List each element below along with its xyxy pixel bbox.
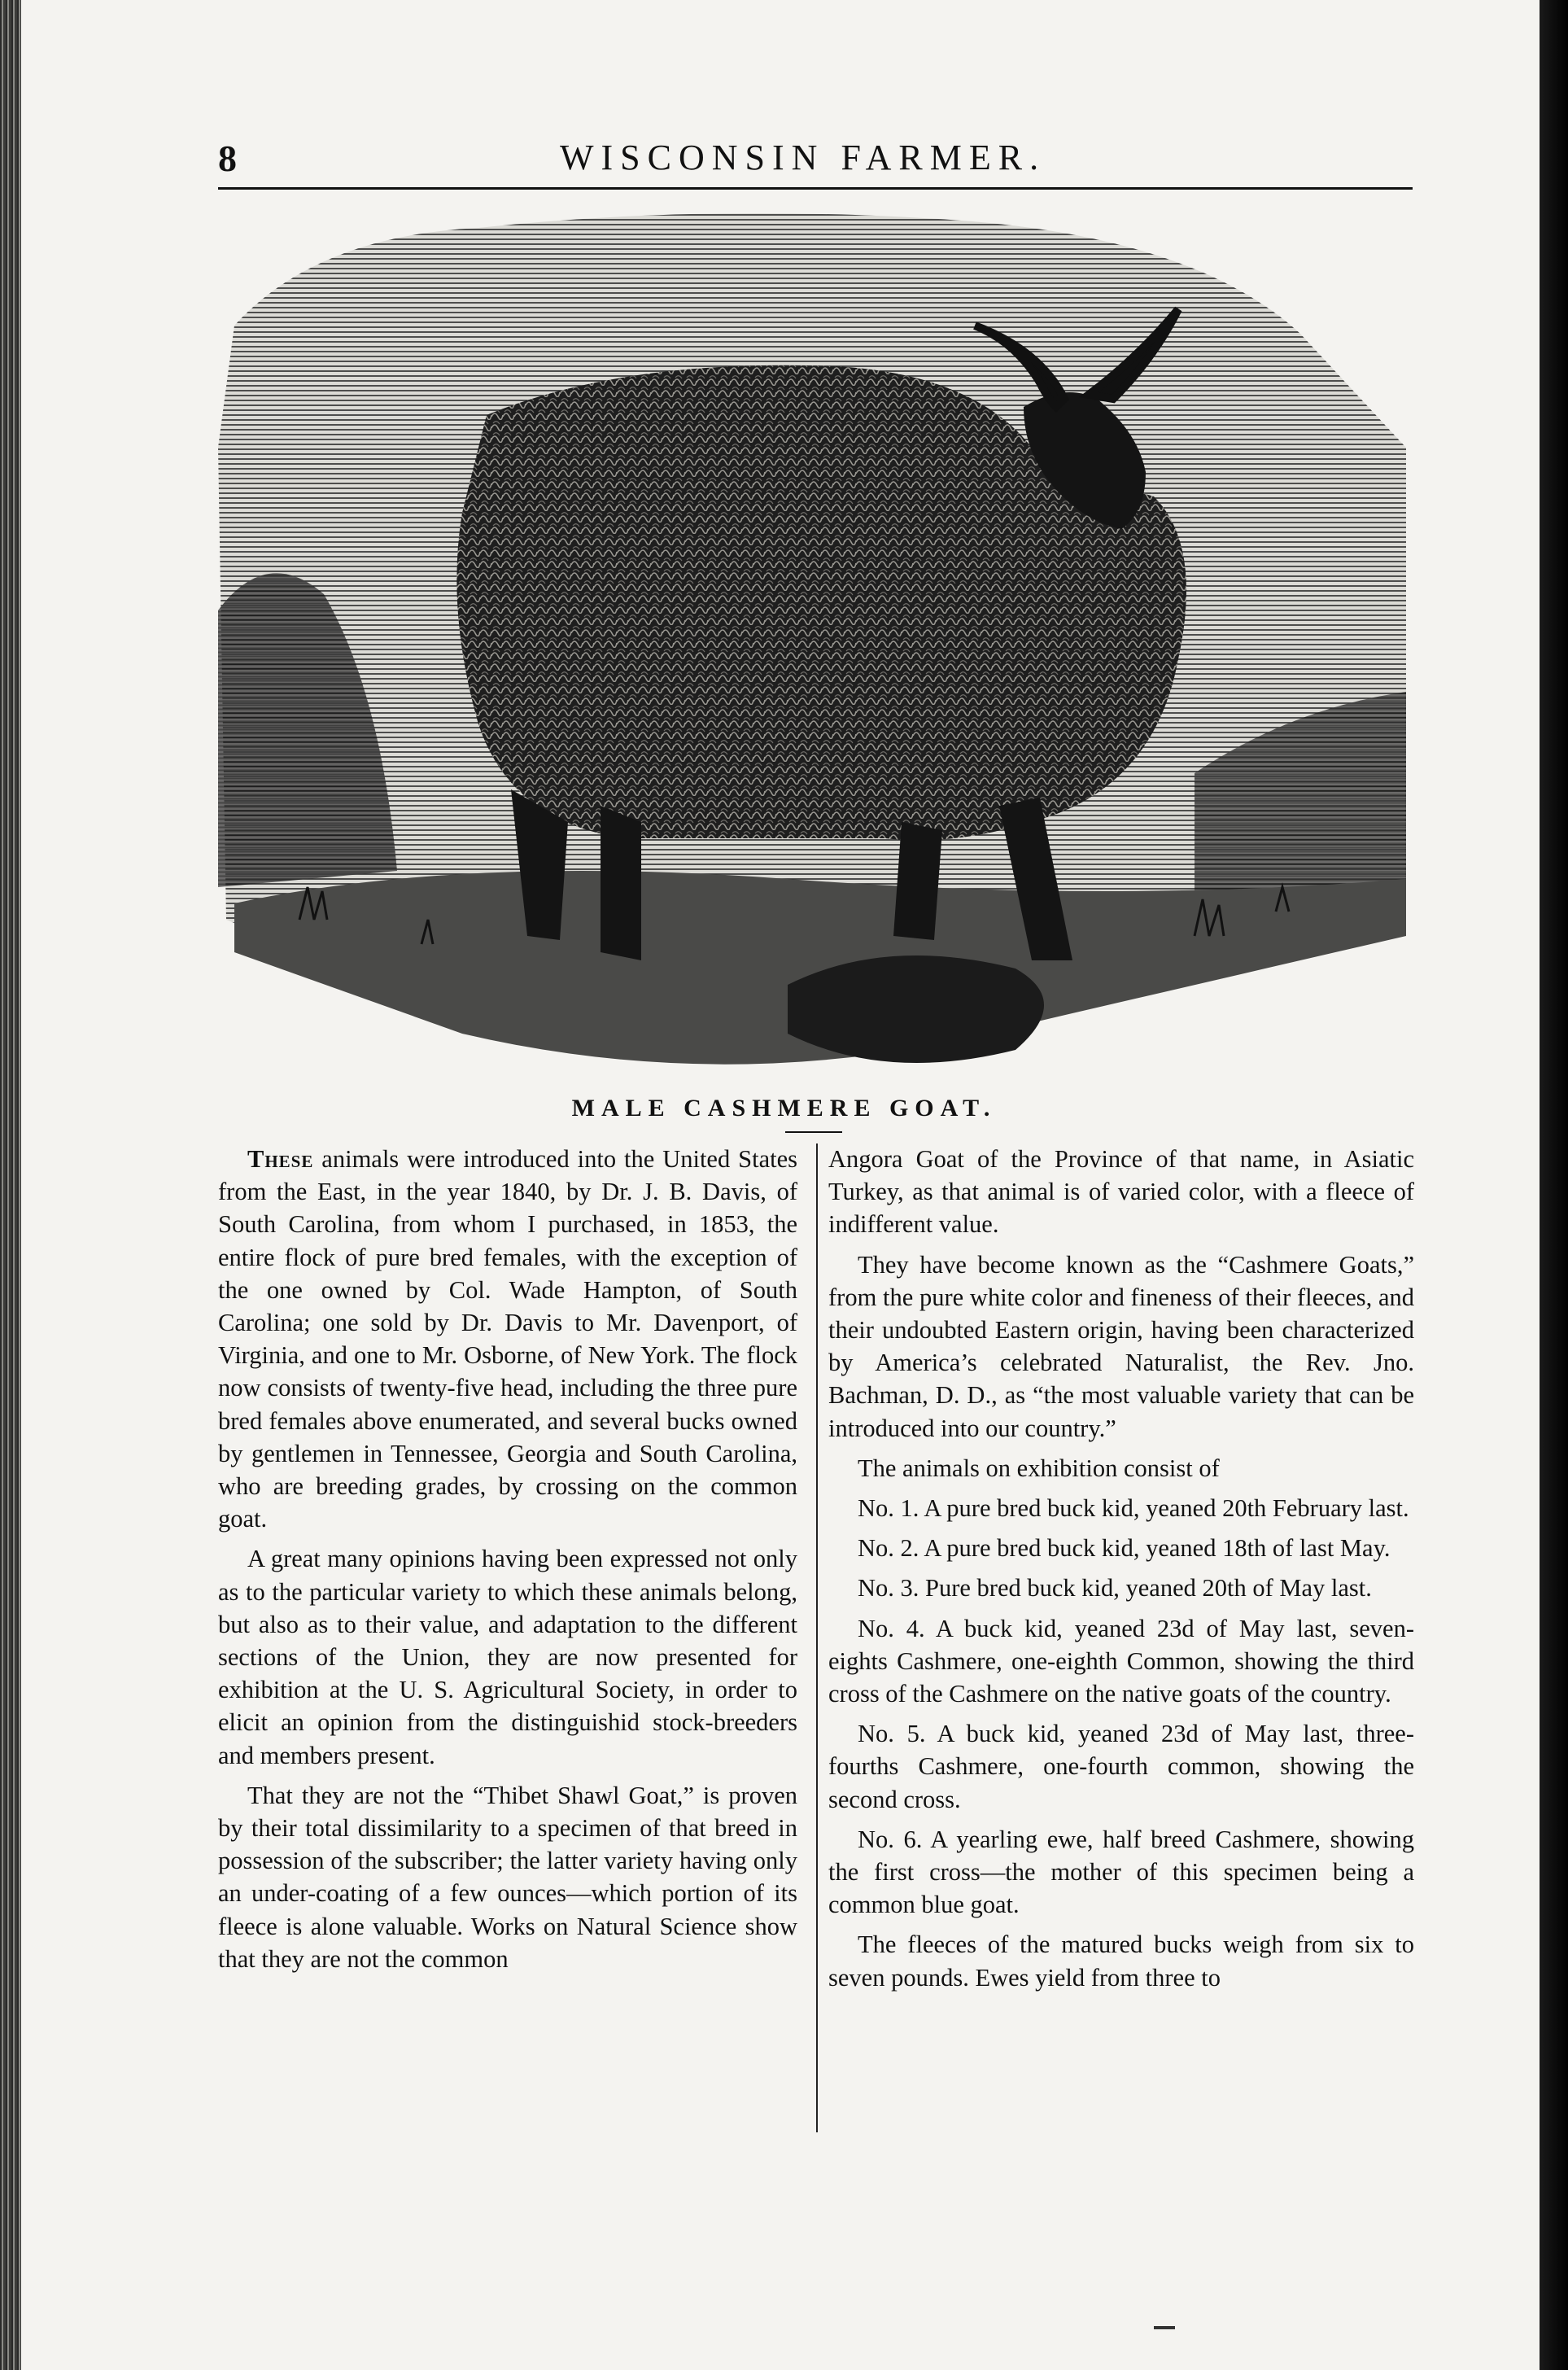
paragraph-text: animals were introduced into the United States from the East, in the year 1840, by Dr. J. B. Davis, of South Carolina, from whom I purchased, in 1853, the entire flock of pure bred females, with the exception of the one owned by Col. Wade Hampton, of South Carolina; one sold by Dr. Davis to Mr. Davenport, of Virginia, and one to Mr. Osborne, of New York. The flock now consists of twenty-five head, including the three pure bred females above enumerated, and several bucks owned by gentlemen in Tennessee, Georgia and South Carolina, who are breeding grades, by crossing on the common goat. <box>218 1145 797 1533</box>
page-edge-shadow <box>1540 0 1568 2370</box>
illustration-caption: MALE CASHMERE GOAT. <box>571 1095 997 1122</box>
list-item-no-2: No. 2. A pure bred buck kid, yeaned 18th of last May. <box>858 1534 1391 1563</box>
list-item-no-3: No. 3. Pure bred buck kid, yeaned 20th of May last. <box>858 1574 1372 1603</box>
running-title: WISCONSIN FARMER. <box>560 138 1046 177</box>
column-divider <box>816 1143 818 2132</box>
paragraph-3: That they are not the “Thibet Shawl Goat,” is proven by their total dissimilarity to a specimen of that breed in possession of the subscriber; the latter variety having only an under-coating of a few ounces—which portion of its fleece is alone valuable. Works on Natural Science show that they are not the common <box>218 1781 797 1973</box>
drop-lead: These <box>247 1145 314 1173</box>
page-number: 8 <box>218 138 237 179</box>
list-item-no-1: No. 1. A pure bred buck kid, yeaned 20th February last. <box>858 1494 1409 1523</box>
header-rule <box>218 187 1413 190</box>
paragraph-2: A great many opinions having been expressed not only as to the particular variety to which these animals belong, but also as to their value, and adaptation to the different sections of the Union, they are now presented for exhibition at the U. S. Agricultural Society, in order to elicit an opinion from the distinguishid stock-breeders and members present. <box>218 1545 797 1769</box>
list-item-no-5: No. 5. A buck kid, yeaned 23d of May last, three-fourths Cashmere, one-fourth common, showing the second cross. <box>828 1720 1414 1813</box>
list-item-no-4: No. 4. A buck kid, yeaned 23d of May last, seven-eights Cashmere, one-eighth Common, showing the third cross of the Cashmere on the native goats of the country. <box>828 1614 1414 1708</box>
book-binding-edge <box>0 0 21 2370</box>
goat-engraving <box>218 203 1414 1091</box>
paragraph-continued: Angora Goat of the Province of that name, in Asiatic Turkey, as that animal is of varied color, with a fleece of indifferent value. <box>828 1145 1414 1239</box>
paragraph-origin: They have become known as the “Cashmere Goats,” from the pure white color and fineness of their fleeces, and their undoubted Eastern origin, having been characterized by America’s celebrated Naturalist, the Rev. Jno. Bachman, D. D., as “the most valuable variety that can be introduced into our country.” <box>828 1250 1414 1442</box>
paragraph-1 <box>218 1143 797 1535</box>
printer-mark <box>1154 2326 1175 2329</box>
article-left-column <box>218 1143 797 1983</box>
caption-rule <box>785 1131 842 1133</box>
paragraph-fleece-weight: The fleeces of the matured bucks weigh from six to seven pounds. Ewes yield from three to <box>828 1931 1414 1992</box>
article-right-column <box>828 1143 1414 2001</box>
page-header <box>218 137 1414 186</box>
paragraph-exhibition-intro: The animals on exhibition consist of <box>858 1454 1220 1482</box>
list-item-no-6: No. 6. A yearling ewe, half breed Cashmere, showing the first cross—the mother of this specimen being a common blue goat. <box>828 1825 1414 1919</box>
